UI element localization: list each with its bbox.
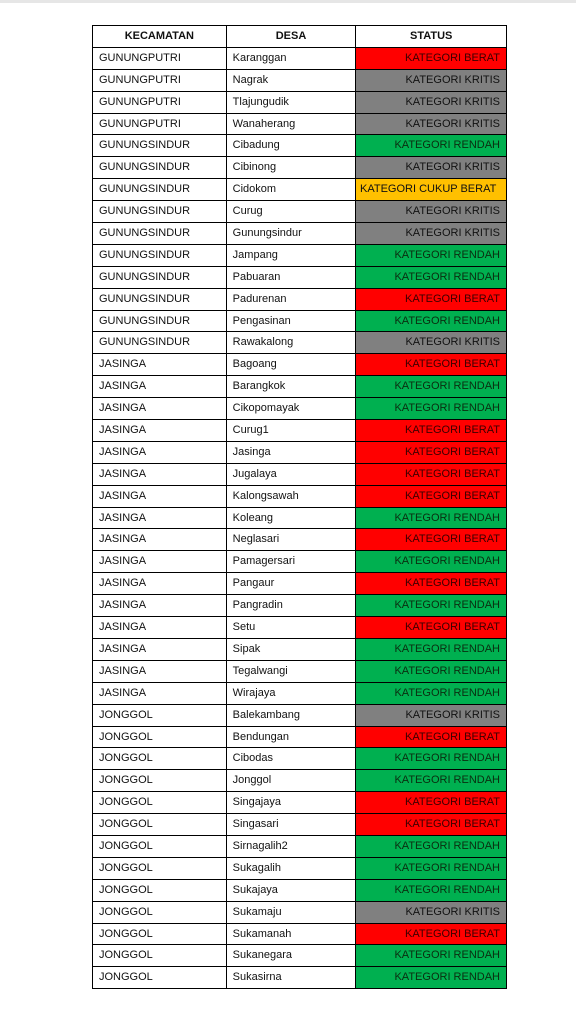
table-row bbox=[93, 836, 507, 858]
kecamatan-cell: JASINGA bbox=[93, 464, 227, 486]
status-cell: KATEGORI RENDAH bbox=[356, 639, 507, 661]
desa-cell: Sukasirna bbox=[227, 967, 357, 989]
kecamatan-cell: GUNUNGPUTRI bbox=[93, 114, 227, 136]
table-row bbox=[93, 945, 507, 967]
table-row bbox=[93, 92, 507, 114]
desa-cell: Pangradin bbox=[227, 595, 357, 617]
status-cell: KATEGORI BERAT bbox=[356, 442, 507, 464]
kecamatan-cell: JONGGOL bbox=[93, 924, 227, 946]
desa-cell: Cikopomayak bbox=[227, 398, 357, 420]
status-cell: KATEGORI KRITIS bbox=[356, 201, 507, 223]
status-cell: KATEGORI RENDAH bbox=[356, 748, 507, 770]
table-row bbox=[93, 376, 507, 398]
table-row bbox=[93, 573, 507, 595]
status-cell: KATEGORI CUKUP BERAT bbox=[356, 179, 507, 201]
table-row bbox=[93, 179, 507, 201]
status-cell: KATEGORI RENDAH bbox=[356, 595, 507, 617]
status-cell: KATEGORI BERAT bbox=[356, 420, 507, 442]
table-row bbox=[93, 223, 507, 245]
kecamatan-cell: GUNUNGSINDUR bbox=[93, 267, 227, 289]
status-cell: KATEGORI BERAT bbox=[356, 529, 507, 551]
kecamatan-cell: JONGGOL bbox=[93, 705, 227, 727]
table-row bbox=[93, 770, 507, 792]
kecamatan-cell: JASINGA bbox=[93, 573, 227, 595]
status-cell: KATEGORI BERAT bbox=[356, 573, 507, 595]
desa-cell: Jampang bbox=[227, 245, 357, 267]
kecamatan-cell: GUNUNGPUTRI bbox=[93, 92, 227, 114]
header-status: STATUS bbox=[356, 26, 507, 48]
status-cell: KATEGORI RENDAH bbox=[356, 311, 507, 333]
table-row bbox=[93, 727, 507, 749]
desa-cell: Sukamanah bbox=[227, 924, 357, 946]
desa-cell: Pengasinan bbox=[227, 311, 357, 333]
desa-cell: Jugalaya bbox=[227, 464, 357, 486]
kecamatan-cell: JASINGA bbox=[93, 420, 227, 442]
status-cell: KATEGORI BERAT bbox=[356, 464, 507, 486]
desa-cell: Pangaur bbox=[227, 573, 357, 595]
kecamatan-cell: JONGGOL bbox=[93, 814, 227, 836]
table-row bbox=[93, 157, 507, 179]
status-cell: KATEGORI RENDAH bbox=[356, 245, 507, 267]
kecamatan-cell: GUNUNGSINDUR bbox=[93, 245, 227, 267]
kecamatan-cell: JASINGA bbox=[93, 508, 227, 530]
kecamatan-cell: JONGGOL bbox=[93, 836, 227, 858]
header-kecamatan: KECAMATAN bbox=[93, 26, 227, 48]
desa-cell: Cidokom bbox=[227, 179, 357, 201]
status-cell: KATEGORI BERAT bbox=[356, 727, 507, 749]
desa-cell: Gunungsindur bbox=[227, 223, 357, 245]
kecamatan-cell: JASINGA bbox=[93, 617, 227, 639]
kecamatan-cell: JONGGOL bbox=[93, 727, 227, 749]
status-cell: KATEGORI RENDAH bbox=[356, 770, 507, 792]
status-cell: KATEGORI RENDAH bbox=[356, 661, 507, 683]
status-cell: KATEGORI KRITIS bbox=[356, 705, 507, 727]
kecamatan-cell: JONGGOL bbox=[93, 858, 227, 880]
desa-cell: Sukagalih bbox=[227, 858, 357, 880]
desa-cell: Singajaya bbox=[227, 792, 357, 814]
kecamatan-cell: JASINGA bbox=[93, 486, 227, 508]
table-row bbox=[93, 529, 507, 551]
kecamatan-cell: GUNUNGSINDUR bbox=[93, 157, 227, 179]
desa-cell: Jonggol bbox=[227, 770, 357, 792]
desa-cell: Jasinga bbox=[227, 442, 357, 464]
status-table bbox=[92, 25, 507, 989]
desa-cell: Sipak bbox=[227, 639, 357, 661]
kecamatan-cell: GUNUNGPUTRI bbox=[93, 70, 227, 92]
desa-cell: Curug1 bbox=[227, 420, 357, 442]
table-row bbox=[93, 486, 507, 508]
desa-cell: Wanaherang bbox=[227, 114, 357, 136]
desa-cell: Cibinong bbox=[227, 157, 357, 179]
status-cell: KATEGORI RENDAH bbox=[356, 683, 507, 705]
desa-cell: Sukamaju bbox=[227, 902, 357, 924]
kecamatan-cell: JASINGA bbox=[93, 683, 227, 705]
desa-cell: Nagrak bbox=[227, 70, 357, 92]
status-cell: KATEGORI KRITIS bbox=[356, 114, 507, 136]
status-cell: KATEGORI BERAT bbox=[356, 924, 507, 946]
table-row bbox=[93, 420, 507, 442]
table-row bbox=[93, 705, 507, 727]
kecamatan-cell: JONGGOL bbox=[93, 770, 227, 792]
desa-cell: Karanggan bbox=[227, 48, 357, 70]
status-cell: KATEGORI RENDAH bbox=[356, 508, 507, 530]
kecamatan-cell: JONGGOL bbox=[93, 945, 227, 967]
status-cell: KATEGORI RENDAH bbox=[356, 551, 507, 573]
desa-cell: Rawakalong bbox=[227, 332, 357, 354]
desa-cell: Cibodas bbox=[227, 748, 357, 770]
kecamatan-cell: JONGGOL bbox=[93, 792, 227, 814]
kecamatan-cell: JASINGA bbox=[93, 661, 227, 683]
kecamatan-cell: JASINGA bbox=[93, 595, 227, 617]
desa-cell: Pamagersari bbox=[227, 551, 357, 573]
kecamatan-cell: GUNUNGPUTRI bbox=[93, 48, 227, 70]
desa-cell: Barangkok bbox=[227, 376, 357, 398]
status-cell: KATEGORI RENDAH bbox=[356, 945, 507, 967]
table-row bbox=[93, 595, 507, 617]
kecamatan-cell: GUNUNGSINDUR bbox=[93, 223, 227, 245]
table-row bbox=[93, 70, 507, 92]
desa-cell: Pabuaran bbox=[227, 267, 357, 289]
kecamatan-cell: GUNUNGSINDUR bbox=[93, 179, 227, 201]
status-cell: KATEGORI KRITIS bbox=[356, 902, 507, 924]
kecamatan-cell: GUNUNGSINDUR bbox=[93, 332, 227, 354]
kecamatan-cell: GUNUNGSINDUR bbox=[93, 201, 227, 223]
table-row bbox=[93, 289, 507, 311]
table-row bbox=[93, 464, 507, 486]
table-row bbox=[93, 902, 507, 924]
desa-cell: Bendungan bbox=[227, 727, 357, 749]
table-row bbox=[93, 814, 507, 836]
status-cell: KATEGORI KRITIS bbox=[356, 157, 507, 179]
kecamatan-cell: JASINGA bbox=[93, 354, 227, 376]
status-cell: KATEGORI RENDAH bbox=[356, 135, 507, 157]
table-row bbox=[93, 683, 507, 705]
table-row bbox=[93, 967, 507, 989]
kecamatan-cell: JASINGA bbox=[93, 376, 227, 398]
desa-cell: Singasari bbox=[227, 814, 357, 836]
kecamatan-cell: JONGGOL bbox=[93, 880, 227, 902]
table-row bbox=[93, 398, 507, 420]
desa-cell: Sirnagalih2 bbox=[227, 836, 357, 858]
header-desa: DESA bbox=[227, 26, 357, 48]
table-row bbox=[93, 551, 507, 573]
kecamatan-cell: GUNUNGSINDUR bbox=[93, 135, 227, 157]
desa-cell: Sukajaya bbox=[227, 880, 357, 902]
table-row bbox=[93, 311, 507, 333]
status-cell: KATEGORI RENDAH bbox=[356, 376, 507, 398]
status-cell: KATEGORI RENDAH bbox=[356, 398, 507, 420]
desa-cell: Padurenan bbox=[227, 289, 357, 311]
table-row bbox=[93, 201, 507, 223]
table-row bbox=[93, 924, 507, 946]
status-cell: KATEGORI KRITIS bbox=[356, 92, 507, 114]
top-divider bbox=[0, 0, 576, 3]
kecamatan-cell: JASINGA bbox=[93, 398, 227, 420]
table-row bbox=[93, 508, 507, 530]
kecamatan-cell: JASINGA bbox=[93, 442, 227, 464]
status-cell: KATEGORI BERAT bbox=[356, 354, 507, 376]
status-cell: KATEGORI RENDAH bbox=[356, 267, 507, 289]
status-cell: KATEGORI KRITIS bbox=[356, 70, 507, 92]
desa-cell: Bagoang bbox=[227, 354, 357, 376]
kecamatan-cell: JONGGOL bbox=[93, 748, 227, 770]
kecamatan-cell: GUNUNGSINDUR bbox=[93, 311, 227, 333]
table-row bbox=[93, 792, 507, 814]
kecamatan-cell: JONGGOL bbox=[93, 902, 227, 924]
status-cell: KATEGORI BERAT bbox=[356, 814, 507, 836]
kecamatan-cell: JASINGA bbox=[93, 551, 227, 573]
kecamatan-cell: JONGGOL bbox=[93, 967, 227, 989]
desa-cell: Setu bbox=[227, 617, 357, 639]
status-cell: KATEGORI BERAT bbox=[356, 289, 507, 311]
table-row bbox=[93, 114, 507, 136]
status-cell: KATEGORI BERAT bbox=[356, 792, 507, 814]
kecamatan-cell: JASINGA bbox=[93, 639, 227, 661]
table-row bbox=[93, 245, 507, 267]
status-cell: KATEGORI BERAT bbox=[356, 617, 507, 639]
table-row bbox=[93, 332, 507, 354]
desa-cell: Koleang bbox=[227, 508, 357, 530]
table-row bbox=[93, 617, 507, 639]
desa-cell: Cibadung bbox=[227, 135, 357, 157]
status-cell: KATEGORI RENDAH bbox=[356, 836, 507, 858]
kecamatan-cell: JASINGA bbox=[93, 529, 227, 551]
desa-cell: Wirajaya bbox=[227, 683, 357, 705]
table-row bbox=[93, 858, 507, 880]
desa-cell: Curug bbox=[227, 201, 357, 223]
table-row bbox=[93, 661, 507, 683]
table-row bbox=[93, 639, 507, 661]
kecamatan-cell: GUNUNGSINDUR bbox=[93, 289, 227, 311]
table-header bbox=[93, 26, 507, 48]
desa-cell: Tlajungudik bbox=[227, 92, 357, 114]
table-row bbox=[93, 354, 507, 376]
table-row bbox=[93, 267, 507, 289]
status-cell: KATEGORI RENDAH bbox=[356, 967, 507, 989]
table-body bbox=[93, 48, 507, 989]
desa-cell: Neglasari bbox=[227, 529, 357, 551]
table-row bbox=[93, 48, 507, 70]
table-row bbox=[93, 748, 507, 770]
status-cell: KATEGORI RENDAH bbox=[356, 858, 507, 880]
status-cell: KATEGORI BERAT bbox=[356, 486, 507, 508]
status-cell: KATEGORI BERAT bbox=[356, 48, 507, 70]
table-row bbox=[93, 135, 507, 157]
desa-cell: Tegalwangi bbox=[227, 661, 357, 683]
desa-cell: Balekambang bbox=[227, 705, 357, 727]
status-cell: KATEGORI RENDAH bbox=[356, 880, 507, 902]
table-row bbox=[93, 442, 507, 464]
desa-cell: Sukanegara bbox=[227, 945, 357, 967]
desa-cell: Kalongsawah bbox=[227, 486, 357, 508]
table-row bbox=[93, 880, 507, 902]
status-cell: KATEGORI KRITIS bbox=[356, 332, 507, 354]
status-cell: KATEGORI KRITIS bbox=[356, 223, 507, 245]
